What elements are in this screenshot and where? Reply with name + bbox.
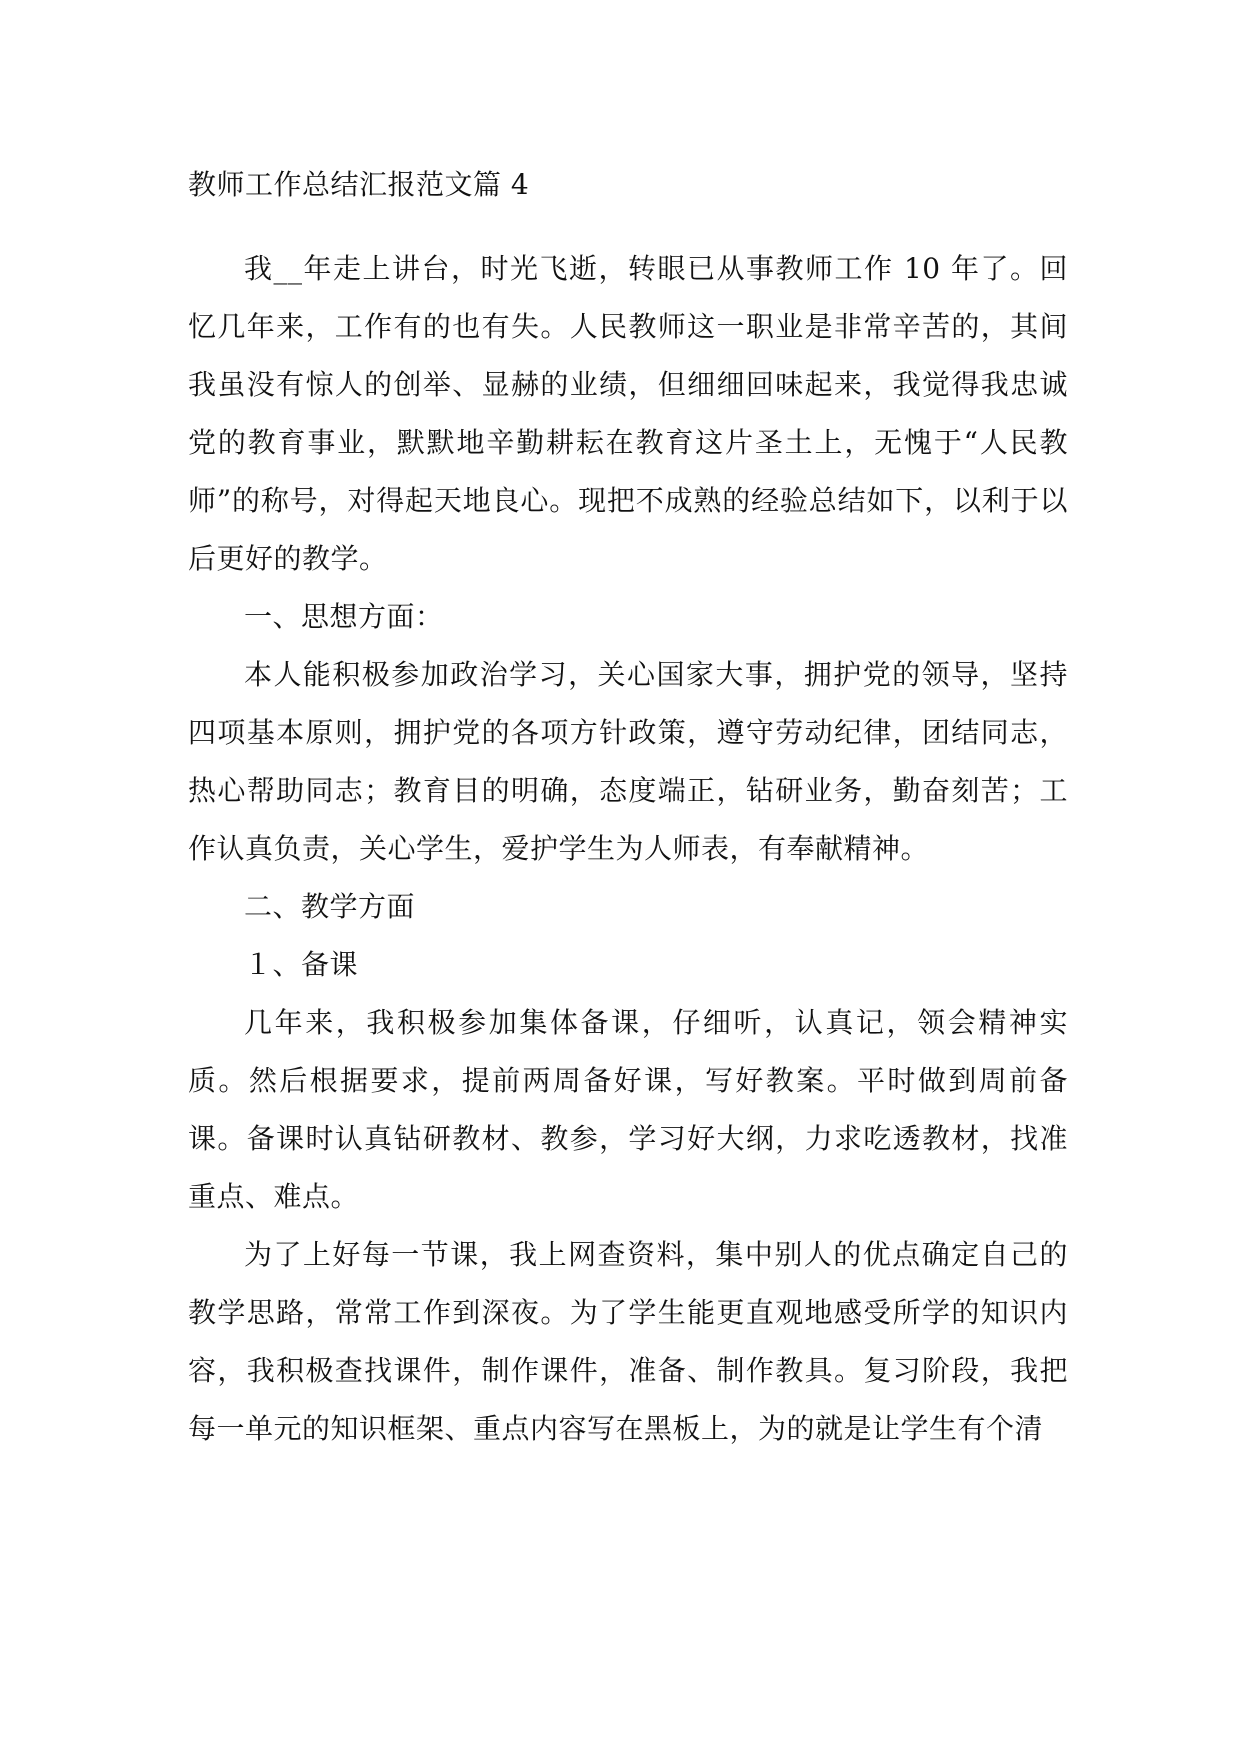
section-heading-thought: 一、思想方面： [244, 600, 444, 633]
paragraph-thought: 本人能积极参加政治学习，关心国家大事，拥护党的领导，坚持四项基本原则，拥护党的各项方针政策，遵守劳动纪律，团结同志，热心帮助同志；教育目的明确，态度端正，钻研业务，勤奋刻苦；工作认真负责，关心学生，爱护学生为人师表，有奉献精神。 [188, 658, 1068, 865]
paragraph-lesson-prep: 几年来，我积极参加集体备课，仔细听，认真记，领会精神实质。然后根据要求，提前两周备好课，写好教案。平时做到周前备课。备课时认真钻研教材、教参，学习好大纲，力求吃透教材，找准重点、难点。 [188, 1006, 1068, 1213]
section-heading-teaching: 二、教学方面 [244, 890, 416, 923]
subsection-heading-lesson-prep: １、备课 [244, 948, 359, 981]
document-body [188, 156, 1068, 1458]
document-title: 教师工作总结汇报范文篇 4 [188, 168, 530, 201]
paragraph-intro: 我__年走上讲台，时光飞逝，转眼已从事教师工作 10 年了。回忆几年来，工作有的也有失。人民教师这一职业是非常辛苦的，其间我虽没有惊人的创举、显赫的业绩，但细细回味起来，我觉得我忠诚党的教育事业，默默地辛勤耕耘在教育这片圣土上，无愧于“人民教师”的称号，对得起天地良心。现把不成熟的经验总结如下，以利于以后更好的教学。 [188, 252, 1068, 575]
paragraph-lesson-quality: 为了上好每一节课，我上网查资料，集中别人的优点确定自己的教学思路，常常工作到深夜。为了学生能更直观地感受所学的知识内容，我积极查找课件，制作课件，准备、制作教具。复习阶段，我把每一单元的知识框架、重点内容写在黑板上，为的就是让学生有个清 [188, 1238, 1068, 1445]
